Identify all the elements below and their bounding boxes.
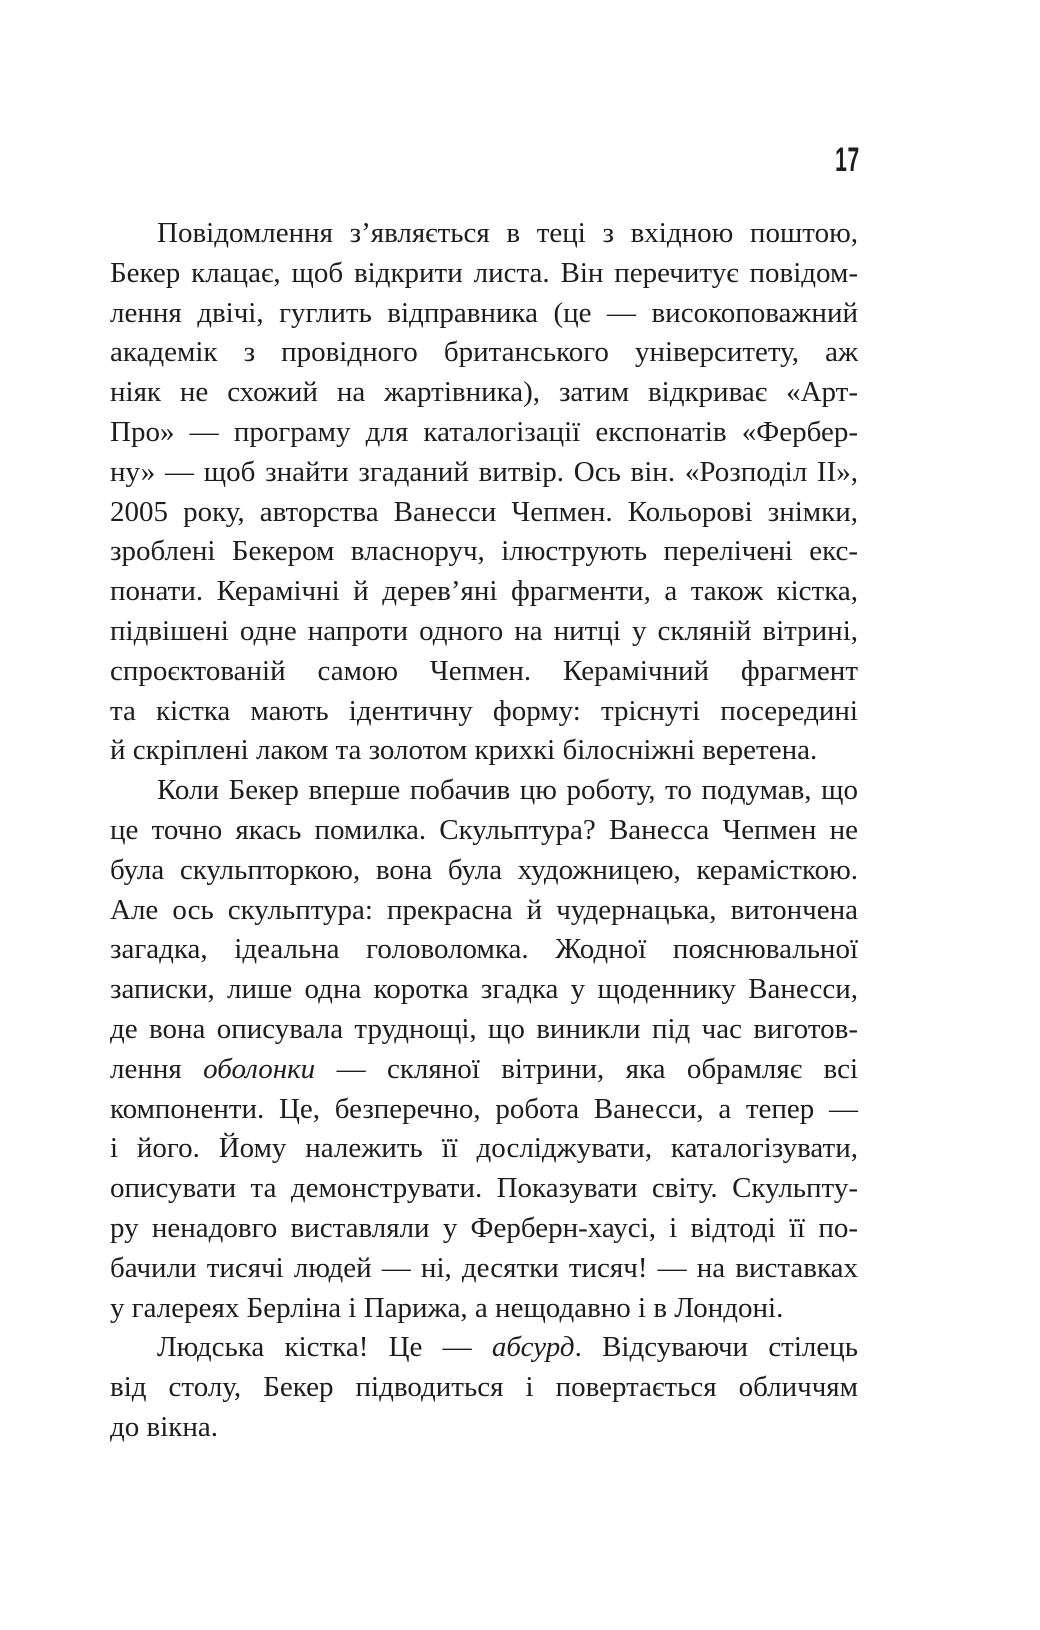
text-line: бачили тисячі людей — ні, десятки тисяч! — на виставках — [110, 1251, 858, 1284]
text-block — [110, 214, 858, 1448]
text-line: Бекер клацає, щоб відкрити листа. Він перечитує повідом- — [110, 256, 858, 289]
text-line: ніяк не схожий на жартівника), затим відкриває «Арт- — [110, 376, 858, 409]
text-line: ру ненадовго виставляли у Ферберн-хаусі, і відтоді її по- — [110, 1211, 858, 1244]
text-line: де вона описувала труднощі, що виникли під час виготов- — [110, 1012, 858, 1045]
text-line: загадка, ідеальна головоломка. Жодної пояснювальної — [110, 933, 858, 966]
text-line: лення двічі, гуглить відправника (це — високоповажний — [110, 296, 858, 329]
text-line: 2005 року, авторства Ванесси Чепмен. Кольорові знімки, — [110, 495, 858, 528]
page-number-digits: 17 — [835, 141, 860, 179]
text-line: була скульпторкою, вона була художницею, керамісткою. — [110, 853, 858, 886]
text-line: спроєктованій самою Чепмен. Керамічний фрагмент — [110, 654, 858, 687]
text-line: у галереях Берліна і Парижа, а нещодавно і в Лондоні. — [110, 1291, 784, 1324]
text-line: лення оболонки — скляної вітрини, яка обрамляє всі — [110, 1052, 858, 1085]
text-line: понати. Керамічні й дерев’яні фрагменти, а також кістка, — [110, 575, 858, 608]
text-line: ну» — щоб знайти згаданий витвір. Ось він. «Розподіл II», — [110, 455, 858, 488]
text-line: до вікна. — [110, 1410, 218, 1443]
text-line: підвішені одне напроти одного на нитці у скляній вітрині, — [110, 614, 858, 647]
text-line: записки, лише одна коротка згадка у щоденнику Ванесси, — [110, 973, 858, 1006]
text-line: це точно якась помилка. Скульптура? Ванесса Чепмен не — [110, 813, 858, 846]
text-line: й скріплені лаком та золотом крихкі білосніжні веретена. — [110, 734, 818, 767]
text-line: Повідомлення з’являється в теці з вхідною поштою, — [157, 217, 858, 249]
page-number — [820, 143, 860, 177]
text-line: зроблені Бекером власноруч, ілюструють перелічені екс- — [110, 535, 858, 568]
text-line: Про» — програму для каталогізації експонатів «Фербер- — [110, 415, 858, 448]
text-line: описувати та демонструвати. Показувати світу. Скульпту- — [110, 1172, 858, 1205]
text-line: від столу, Бекер підводиться і повертається обличчям — [110, 1371, 858, 1404]
text-line: і його. Йому належить її досліджувати, каталогізувати, — [110, 1132, 858, 1165]
text-line: Коли Бекер вперше побачив цю роботу, то подумав, що — [157, 774, 858, 807]
text-line: та кістка мають ідентичну форму: тріснуті посередині — [110, 694, 858, 727]
text-line: компоненти. Це, безперечно, робота Ванесси, а тепер — — [110, 1092, 858, 1125]
text-line: Людська кістка! Це — абсурд. Відсуваючи стілець — [157, 1331, 859, 1364]
text-line: академік з провідного британського університету, аж — [110, 336, 858, 369]
text-line: Але ось скульптура: прекрасна й чудернацька, витончена — [110, 893, 858, 926]
